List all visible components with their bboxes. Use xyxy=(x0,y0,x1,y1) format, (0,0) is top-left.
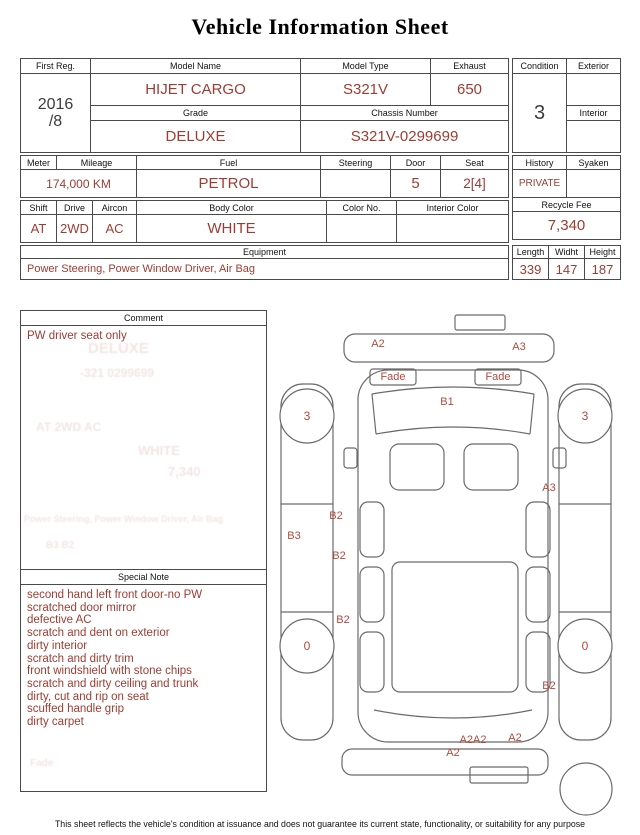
first-reg-year: 2016 xyxy=(37,96,74,113)
bleed-through-text: WHITE xyxy=(138,443,180,458)
seat-label: Seat xyxy=(441,156,509,170)
bleed-through-text: B3 B2 xyxy=(46,540,75,551)
damage-mark-3: 3 xyxy=(303,409,311,423)
dimensions-table xyxy=(512,245,621,280)
damage-marks-layer xyxy=(272,312,638,817)
damage-mark-fade: Fade xyxy=(380,371,406,383)
model-name-label: Model Name xyxy=(91,59,301,74)
car-damage-diagram xyxy=(272,312,638,817)
bleed-through-text: AT 2WD AC xyxy=(36,420,102,434)
recycle-fee-label: Recycle Fee xyxy=(513,198,621,212)
damage-mark-a2: A2 xyxy=(446,747,460,759)
special-note-line: scratched door mirror xyxy=(27,601,137,614)
shift-value: AT xyxy=(21,215,57,243)
chassis-label: Chassis Number xyxy=(301,106,509,121)
special-note-line: defective AC xyxy=(27,614,92,627)
height-label: Height xyxy=(585,246,621,259)
first-reg-month: /8 xyxy=(48,113,63,130)
bleed-through-text: Fade xyxy=(30,758,54,769)
color-no-value xyxy=(327,215,397,243)
damage-mark-3: 3 xyxy=(581,409,589,423)
comment-panel xyxy=(20,310,267,792)
fuel-value: PETROL xyxy=(137,170,321,198)
model-table xyxy=(20,58,509,153)
special-note-line: scratch and dirty ceiling and trunk xyxy=(27,677,199,690)
special-note-line: dirty interior xyxy=(27,639,88,652)
first-reg-value xyxy=(21,74,91,153)
aircon-label: Aircon xyxy=(93,201,137,215)
damage-mark-a3: A3 xyxy=(512,341,526,353)
damage-mark-b3: B3 xyxy=(287,530,301,542)
interior-value xyxy=(567,121,621,153)
model-type-label: Model Type xyxy=(301,59,431,74)
door-value: 5 xyxy=(391,170,441,198)
special-note-line: dirty carpet xyxy=(27,716,84,729)
equipment-table xyxy=(20,245,509,280)
body-color-value: WHITE xyxy=(137,215,327,243)
damage-mark-b2: B2 xyxy=(336,614,350,626)
length-value: 339 xyxy=(513,259,549,280)
equipment-value: Power Steering, Power Window Driver, Air Bag xyxy=(21,259,509,280)
seat-value: 2[4] xyxy=(441,170,509,198)
condition-table xyxy=(512,58,621,153)
damage-mark-b2: B2 xyxy=(332,550,346,562)
damage-mark-a2: A2 xyxy=(508,732,522,744)
recycle-fee-value: 7,340 xyxy=(513,212,621,240)
exterior-value xyxy=(567,74,621,106)
meter-label: Meter xyxy=(21,156,57,170)
body-color-label: Body Color xyxy=(137,201,327,215)
bleed-through-text: 7,340 xyxy=(168,464,201,479)
interior-label: Interior xyxy=(567,106,621,121)
damage-mark-a3: A3 xyxy=(542,482,556,494)
special-note-line: scratch and dirty trim xyxy=(27,652,134,665)
special-note-line: scuffed handle grip xyxy=(27,703,124,716)
bleed-through-text: Power Steering, Power Window Driver, Air Bag xyxy=(24,514,224,524)
special-note-line: scratch and dent on exterior xyxy=(27,627,170,640)
history-label: History xyxy=(513,156,567,170)
chassis-value: S321V-0299699 xyxy=(301,121,509,153)
page-title: Vehicle Information Sheet xyxy=(191,14,449,39)
special-note-header: Special Note xyxy=(21,569,266,585)
color-no-label: Color No. xyxy=(327,201,397,215)
grade-value: DELUXE xyxy=(91,121,301,153)
drive-value: 2WD xyxy=(57,215,93,243)
disclaimer-text: This sheet reflects the vehicle's condition at issuance and does not guarantee its current state, functionality, or suitability for any purpose xyxy=(54,819,586,829)
mileage-label: Mileage xyxy=(57,156,137,170)
damage-mark-0: 0 xyxy=(581,639,589,653)
special-note-line: dirty, cut and rip on seat xyxy=(27,690,149,703)
syaken-value xyxy=(567,170,621,198)
aircon-value: AC xyxy=(93,215,137,243)
damage-mark-a2: A2 xyxy=(371,338,385,350)
fuel-label: Fuel xyxy=(137,156,321,170)
condition-label: Condition xyxy=(513,59,567,74)
steering-value xyxy=(321,170,391,198)
bleed-through-text: -321 0299699 xyxy=(80,366,155,380)
history-table xyxy=(512,155,621,240)
comment-header: Comment xyxy=(21,311,266,326)
mileage-value: 174,000 KM xyxy=(21,170,137,198)
special-note-line: second hand left front door-no PW xyxy=(27,589,203,601)
steering-label: Steering xyxy=(321,156,391,170)
equipment-label: Equipment xyxy=(21,246,509,259)
drivetrain-table xyxy=(20,200,509,243)
damage-mark-fade: Fade xyxy=(485,371,511,383)
door-label: Door xyxy=(391,156,441,170)
interior-color-value xyxy=(397,215,509,243)
shift-label: Shift xyxy=(21,201,57,215)
width-label: Widht xyxy=(549,246,585,259)
exterior-label: Exterior xyxy=(567,59,621,74)
meter-table xyxy=(20,155,509,198)
syaken-label: Syaken xyxy=(567,156,621,170)
special-note-line: front windshield with stone chips xyxy=(27,665,192,678)
model-name-value: HIJET CARGO xyxy=(91,74,301,106)
comment-text: PW driver seat only xyxy=(27,330,127,342)
bleed-through-text: DELUXE xyxy=(88,340,149,357)
history-value: PRIVATE xyxy=(513,170,567,198)
damage-mark-b2: B2 xyxy=(329,510,343,522)
model-type-value: S321V xyxy=(301,74,431,106)
damage-mark-a2a2: A2A2 xyxy=(459,734,487,746)
grade-label: Grade xyxy=(91,106,301,121)
interior-color-label: Interior Color xyxy=(397,201,509,215)
damage-mark-0: 0 xyxy=(303,639,311,653)
width-value: 147 xyxy=(549,259,585,280)
exhaust-label: Exhaust xyxy=(431,59,509,74)
first-reg-label: First Reg. xyxy=(21,59,91,74)
exhaust-value: 650 xyxy=(431,74,509,106)
length-label: Length xyxy=(513,246,549,259)
drive-label: Drive xyxy=(57,201,93,215)
special-note-list xyxy=(21,585,266,733)
condition-value: 3 xyxy=(513,74,567,153)
damage-mark-b1: B1 xyxy=(440,396,454,408)
damage-mark-b2: B2 xyxy=(542,680,556,692)
height-value: 187 xyxy=(585,259,621,280)
